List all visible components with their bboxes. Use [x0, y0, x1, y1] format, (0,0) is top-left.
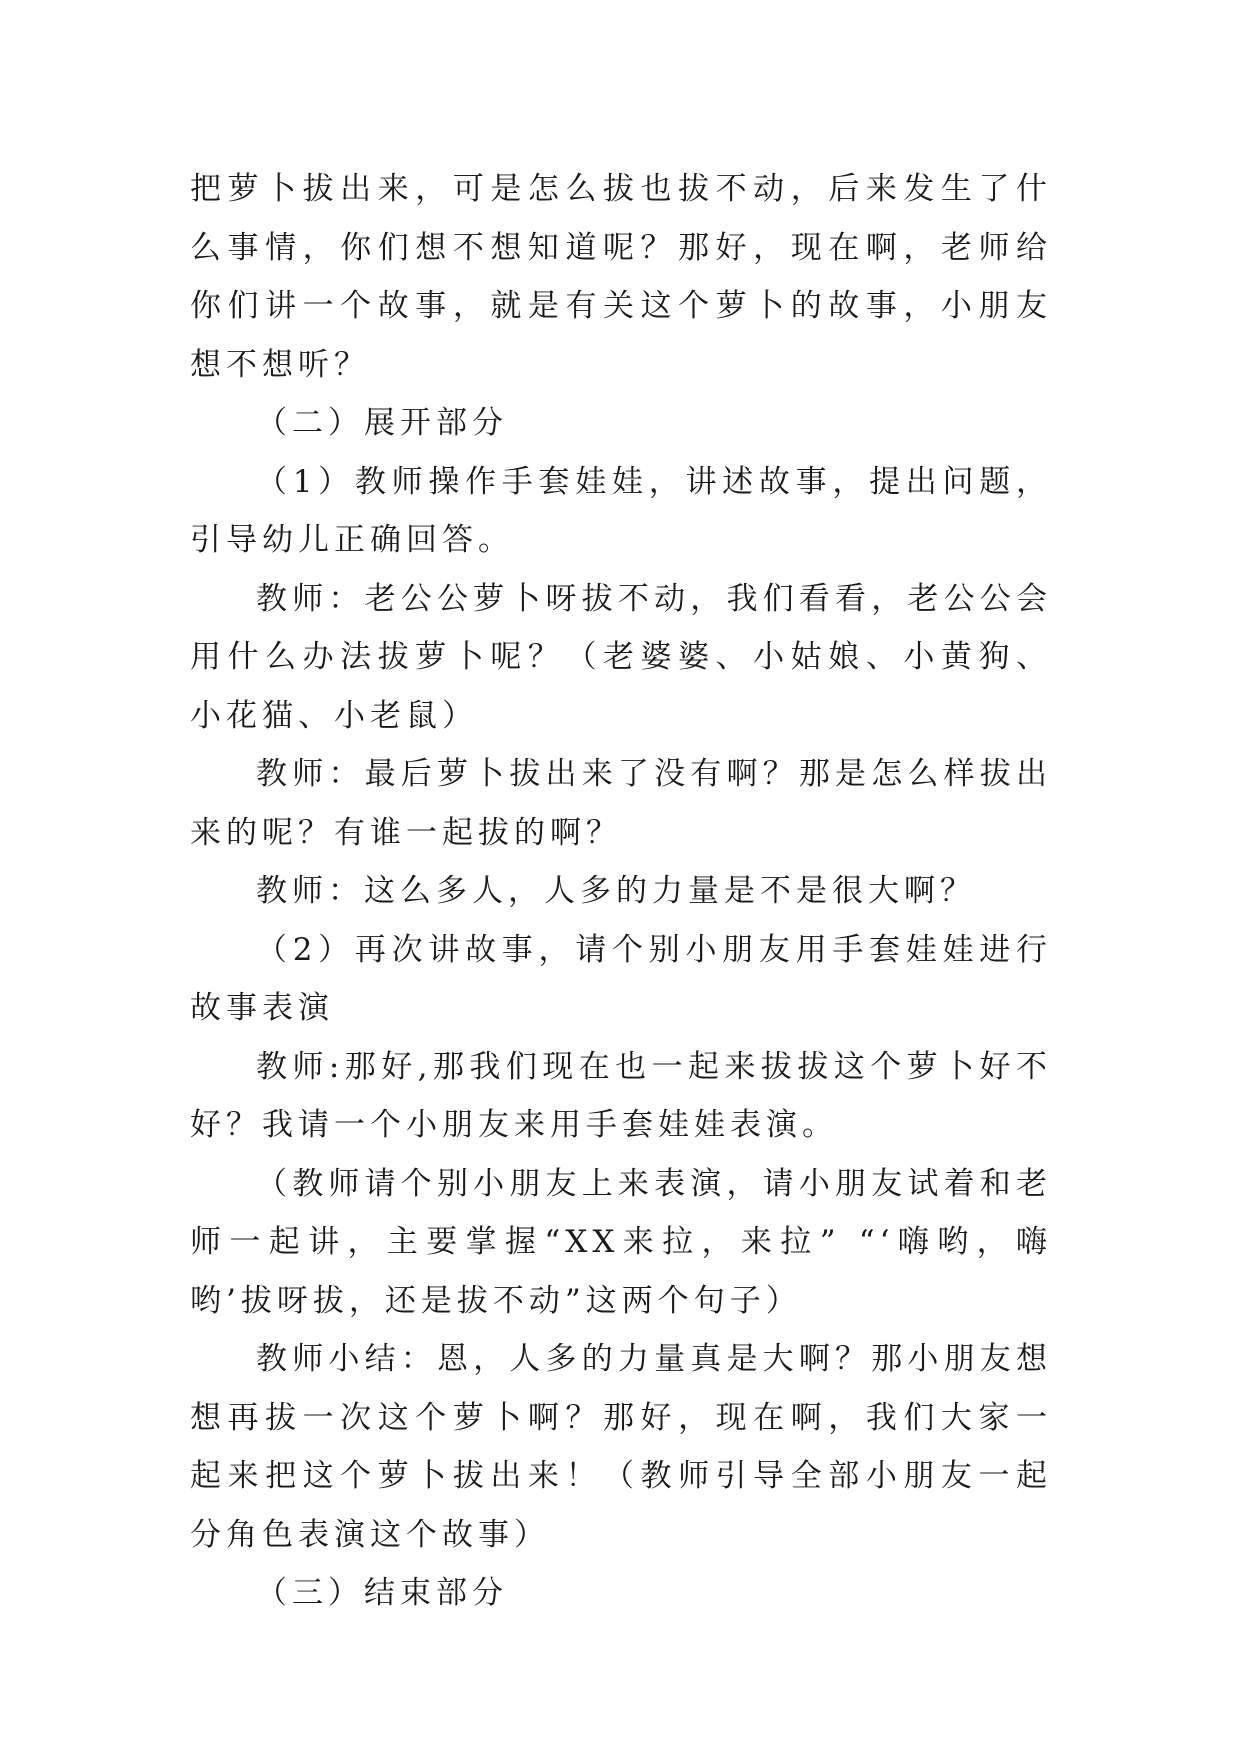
- paragraph-continuation: 把萝卜拔出来，可是怎么拔也拔不动，后来发生了什么事情，你们想不想知道呢？那好，现在啊，老师给你们讲一个故事，就是有关这个萝卜的故事，小朋友想不想听？: [190, 171, 1052, 383]
- section-heading-expand: （二）展开部分: [256, 405, 508, 441]
- paragraph-teacher-question-3: 教师：这么多人，人多的力量是不是很大啊？: [256, 873, 976, 909]
- paragraph-step-1: （1）教师操作手套娃娃，讲述故事，提出问题，引导幼儿正确回答。: [190, 463, 1052, 558]
- paragraph-note: （教师请个别小朋友上来表演，请小朋友试着和老师一起讲，主要掌握“XX来拉，来拉” “‘嗨哟，嗨哟’拔呀拔，还是拔不动”这两个句子）: [190, 1165, 1052, 1319]
- paragraph-teacher-question-1: 教师：老公公萝卜呀拔不动，我们看看，老公公会用什么办法拔萝卜呢？（老婆婆、小姑娘、小黄狗、小花猫、小老鼠）: [190, 580, 1052, 734]
- document-page: [190, 160, 1052, 1623]
- paragraph-teacher-invite: 教师:那好,那我们现在也一起来拔拔这个萝卜好不好？我请一个小朋友来用手套娃娃表演。: [190, 1048, 1052, 1143]
- section-heading-end: （三）结束部分: [256, 1575, 508, 1611]
- paragraph-teacher-summary: 教师小结：恩，人多的力量真是大啊？那小朋友想想再拔一次这个萝卜啊？那好，现在啊，我们大家一起来把这个萝卜拔出来！（教师引导全部小朋友一起分角色表演这个故事）: [190, 1341, 1052, 1553]
- paragraph-teacher-question-2: 教师：最后萝卜拔出来了没有啊？那是怎么样拔出来的呢？有谁一起拔的啊？: [190, 756, 1052, 851]
- paragraph-step-2: （2）再次讲故事，请个别小朋友用手套娃娃进行故事表演: [190, 931, 1052, 1026]
